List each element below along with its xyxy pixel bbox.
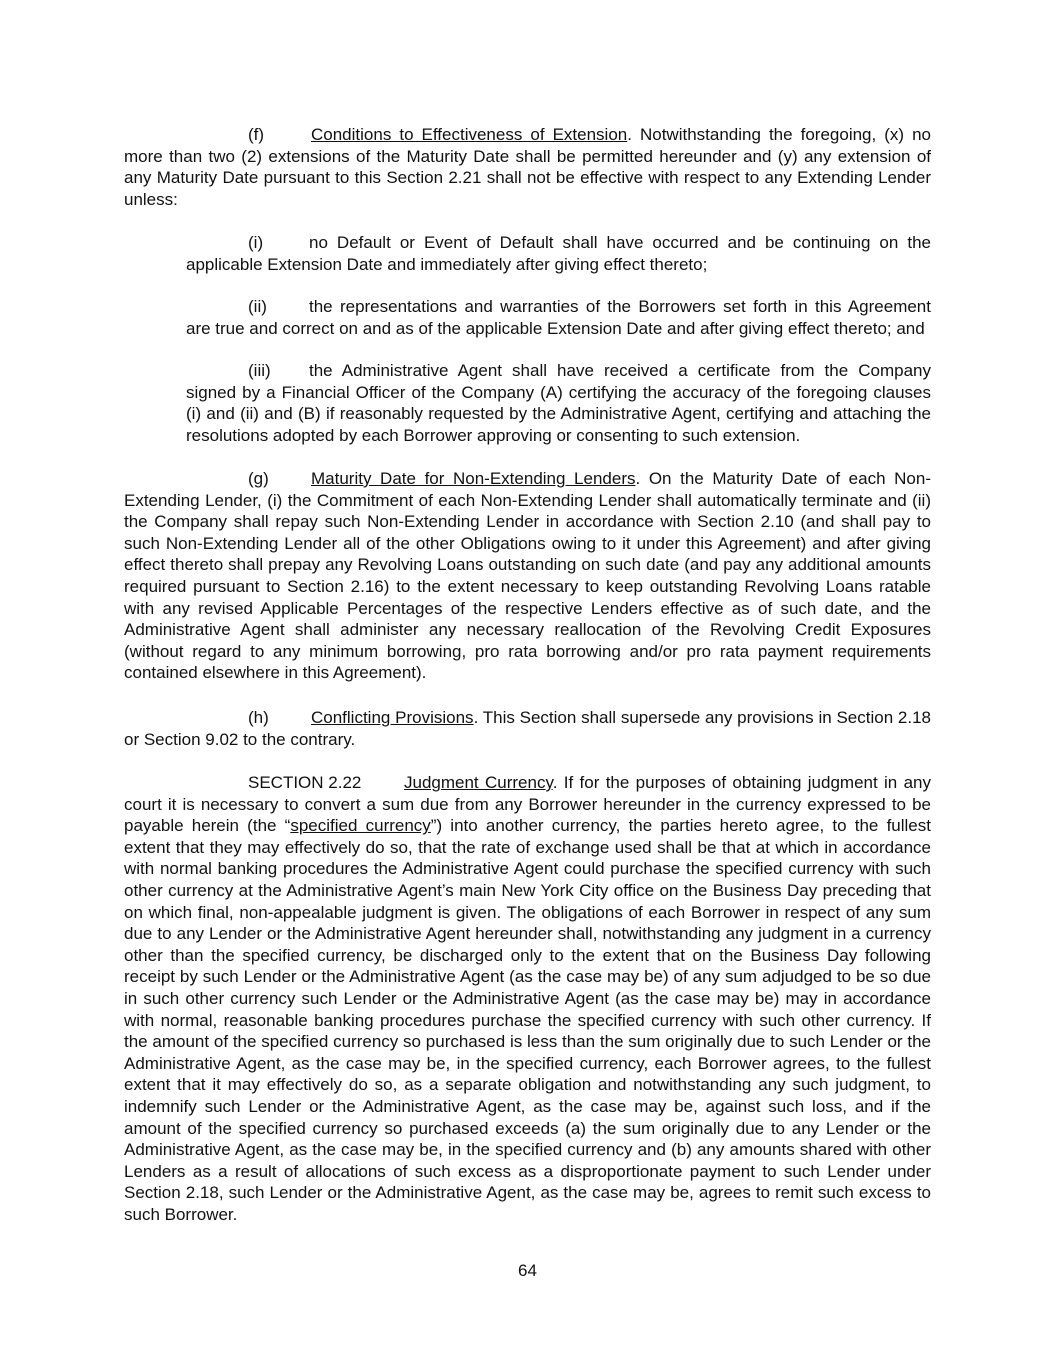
clause-text: . This Section shall supersede any provisions in Section 2.18 or Section 9.02 to the contrary.: [124, 708, 931, 749]
clause-marker: (h): [248, 708, 269, 727]
clause-marker: (f): [248, 125, 265, 144]
clause-heading: Conflicting Provisions: [311, 708, 474, 727]
clause-text: the Administrative Agent shall have received a certificate from the Company signed by a Financial Officer of the Company (A) certifying the accuracy of the foregoing clauses (i) and (ii) and (B) if reasonably requested by the Administrative Agent, certifying and attaching the resolutions adopted by each Borrower approving or consenting to such extension.: [186, 361, 931, 445]
section-2-22: [124, 772, 931, 1225]
clause-text: the representations and warranties of the Borrowers set forth in this Agreement are true and correct on and as of the applicable Extension Date and after giving effect thereto; and: [186, 297, 931, 338]
paragraph-f-i: [186, 232, 931, 275]
paragraph-g: [124, 468, 931, 684]
paragraph-f-ii: [186, 296, 931, 339]
defined-term: specified currency: [290, 816, 431, 836]
section-text: ”) into another currency, the parties hereto agree, to the fullest extent that they may effectively do so, that the rate of exchange used shall be that at which in accordance with normal banking procedures the Administrative Agent could purchase the specified currency with such other currency at the Administrative Agent’s main New York City office on the Business Day preceding that on which final, non-appealable judgment is given. The obligations of each Borrower in respect of any sum due to any Lender or the Administrative Agent hereunder shall, notwithstanding any judgment in a currency other than the specified currency, be discharged only to the extent that on the Business Day following receipt by such Lender or the Administrative Agent (as the case may be) of any sum adjudged to be so due in such other currency such Lender or the Administrative Agent (as the case may be) may in accordance with normal, reasonable banking procedures purchase the specified currency with such other currency. If the amount of the specified currency so purchased is less than the sum originally due to such Lender or the Administrative Agent, as the case may be, in the specified currency, each Borrower agrees, to the fullest extent that it may effectively do so, as a separate obligation and notwithstanding any such judgment, to indemnify such Lender or the Administrative Agent, as the case may be, against such loss, and if the amount of the specified currency so purchased exceeds (a) the sum originally due to any Lender or the Administrative Agent, as the case may be, in the specified currency and (b) any amounts shared with other Lenders as a result of allocations of such excess as a disproportionate payment to such Lender under Section 2.18, such Lender or the Administrative Agent, as the case may be, agrees to remit such excess to such Borrower.: [124, 816, 931, 1224]
clause-heading: Conditions to Effectiveness of Extension: [311, 125, 628, 144]
page-number: 64: [518, 1261, 537, 1280]
section-text-intro: . If for the purposes of obtaining judgment in any court it is necessary to convert a sum due from any Borrower hereunder in the currency expressed to be payable herein (the “: [124, 773, 931, 836]
clause-heading: Maturity Date for Non-Extending Lenders: [311, 469, 636, 488]
clause-text: no Default or Event of Default shall have occurred and be continuing on the applicable Extension Date and immediately after giving effect thereto;: [186, 233, 931, 274]
section-number: SECTION 2.22: [248, 773, 362, 792]
clause-marker: (i): [248, 233, 264, 252]
clause-marker: (g): [248, 469, 269, 488]
clause-marker: (ii): [248, 297, 267, 316]
clause-text: . Notwithstanding the foregoing, (x) no more than two (2) extensions of the Maturity Date shall be permitted hereunder and (y) any extension of any Maturity Date pursuant to this Section 2.21 shall not be effective with respect to any Extending Lender unless:: [124, 125, 932, 209]
clause-marker: (iii): [248, 361, 271, 380]
clause-text: . On the Maturity Date of each Non-Extending Lender, (i) the Commitment of each Non-Extending Lender shall automatically terminate and (ii) the Company shall repay such Non-Extending Lender in accordance with Section 2.10 (and shall pay to such Non-Extending Lender all of the other Obligations owing to it under this Agreement) and after giving effect thereto shall prepay any Revolving Loans outstanding on such date (and pay any additional amounts required pursuant to Section 2.16) to the extent necessary to keep outstanding Revolving Loans ratable with any revised Applicable Percentages of the respective Lenders effective as of such date, and the Administrative Agent shall administer any necessary reallocation of the Revolving Credit Exposures (without regard to any minimum borrowing, pro rata borrowing and/or pro rata payment requirements contained elsewhere in this Agreement).: [124, 469, 931, 683]
section-heading: Judgment Currency: [404, 773, 553, 792]
paragraph-f-iii: [186, 360, 931, 446]
paragraph-f: [124, 124, 931, 210]
paragraph-h: [124, 707, 931, 750]
